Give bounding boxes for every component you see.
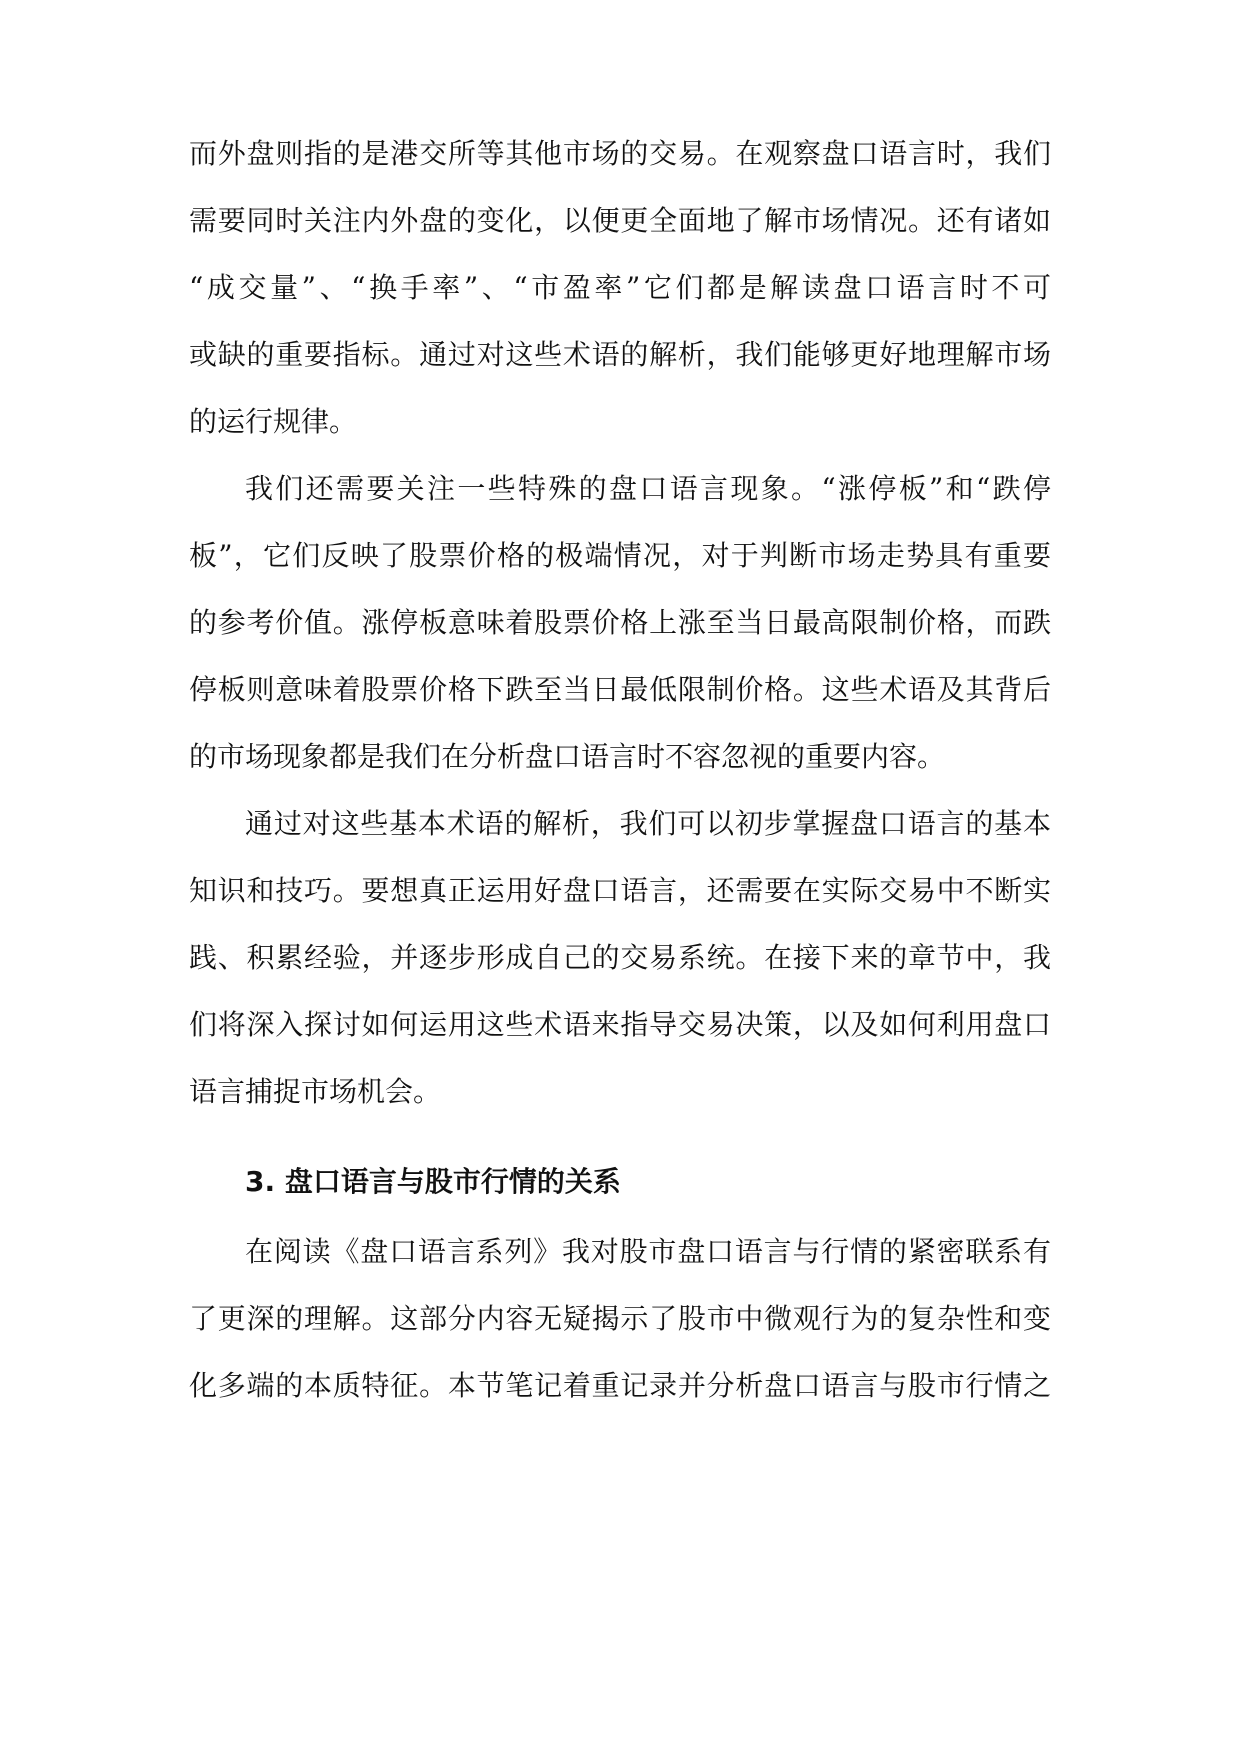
paragraph-line: 们将深入探讨如何运用这些术语来指导交易决策，以及如何利用盘口: [189, 1008, 1051, 1041]
paragraph-line: 知识和技巧。要想真正运用好盘口语言，还需要在实际交易中不断实: [189, 874, 1051, 907]
paragraph-line: 我们还需要关注一些特殊的盘口语言现象。“涨停板”和“跌停: [245, 472, 1051, 505]
paragraph-line: 的市场现象都是我们在分析盘口语言时不容忽视的重要内容。: [189, 740, 946, 773]
paragraph-line: 了更深的理解。这部分内容无疑揭示了股市中微观行为的复杂性和变: [189, 1302, 1051, 1335]
paragraph-line: 语言捕捉市场机会。: [189, 1075, 442, 1108]
paragraph-line: “成交量”、“换手率”、“市盈率”它们都是解读盘口语言时不可: [189, 271, 1051, 304]
paragraph-line: 通过对这些基本术语的解析，我们可以初步掌握盘口语言的基本: [245, 807, 1051, 840]
paragraph-line: 而外盘则指的是港交所等其他市场的交易。在观察盘口语言时，我们: [189, 137, 1051, 170]
paragraph-line: 或缺的重要指标。通过对这些术语的解析，我们能够更好地理解市场: [189, 338, 1051, 371]
section-heading: 3. 盘口语言与股市行情的关系: [245, 1165, 621, 1198]
paragraph-line: 践、积累经验，并逐步形成自己的交易系统。在接下来的章节中，我: [189, 941, 1051, 974]
paragraph-line: 的参考价值。涨停板意味着股票价格上涨至当日最高限制价格，而跌: [189, 606, 1051, 639]
paragraph-line: 停板则意味着股票价格下跌至当日最低限制价格。这些术语及其背后: [189, 673, 1051, 706]
paragraph-line: 化多端的本质特征。本节笔记着重记录并分析盘口语言与股市行情之: [189, 1369, 1051, 1402]
paragraph-line: 板”，它们反映了股票价格的极端情况，对于判断市场走势具有重要: [189, 539, 1051, 572]
paragraph-line: 在阅读《盘口语言系列》我对股市盘口语言与行情的紧密联系有: [245, 1235, 1051, 1268]
paragraph-line: 的运行规律。: [189, 405, 358, 438]
paragraph-line: 需要同时关注内外盘的变化，以便更全面地了解市场情况。还有诸如: [189, 204, 1051, 237]
